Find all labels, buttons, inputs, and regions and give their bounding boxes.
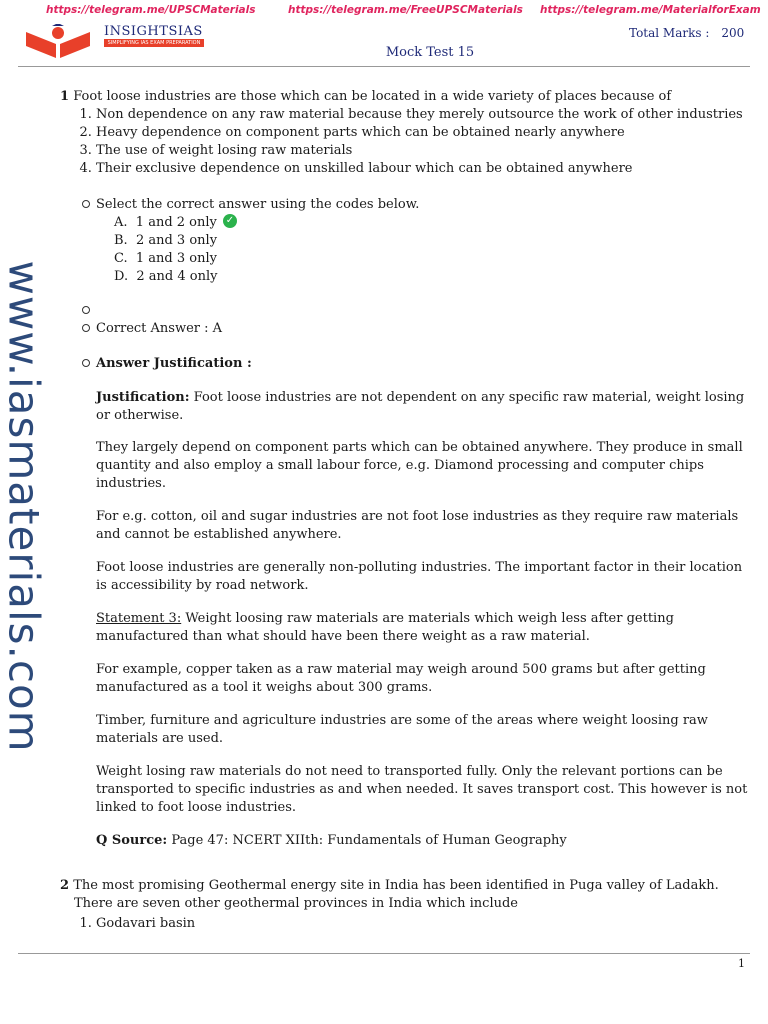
explanation-paragraph: For example, copper taken as a raw material may weigh around 500 grams but after getting manufactured as a tool it weighs about 300 grams. [96, 662, 706, 695]
bullet-circle-icon [82, 324, 90, 332]
brand-tagline: SIMPLIFYING IAS EXAM PREPARATION [104, 39, 204, 47]
header-divider [18, 66, 750, 67]
explanation-paragraph: Timber, furniture and agriculture industries are some of the areas where weight loosing raw materials are used. [96, 713, 708, 746]
statement-list [60, 106, 750, 178]
question-number: 2 [60, 878, 70, 893]
question-2 [60, 877, 750, 913]
statement-item: 2. Heavy dependence on component parts which can be obtained nearly anywhere [96, 124, 750, 142]
statement-list [60, 915, 750, 933]
question-number: 1 [60, 89, 70, 104]
explanation-paragraph: They largely depend on component parts which can be obtained anywhere. They produce in small quantity and also employ a small labour force, e.g. Diamond processing and computer chips industries. [96, 440, 743, 491]
telegram-link-material-exam[interactable]: https://telegram.me/MaterialforExam [540, 4, 761, 16]
bullet-circle-icon [82, 306, 90, 314]
statement-item: 3. The use of weight losing raw materials [96, 142, 750, 160]
telegram-link-upsc[interactable]: https://telegram.me/UPSCMaterials [46, 4, 256, 16]
bullet-circle-icon [82, 200, 90, 208]
answer-option-a[interactable]: A. 1 and 2 only ✓ [114, 214, 750, 232]
total-marks [629, 26, 744, 40]
answer-option-b[interactable]: B. 2 and 3 only [114, 233, 218, 248]
page-number: 1 [738, 957, 745, 970]
statement-item: 4. Their exclusive dependence on unskilled labour which can be obtained anywhere [96, 160, 750, 178]
statement-item: 1. Godavari basin [96, 915, 750, 933]
statement-explanation: Statement 3: Weight loosing raw materials are materials which weigh less after getting manufactured than what should have been there weight as a raw material. [96, 611, 674, 644]
explanation-paragraph: Foot loose industries are generally non-polluting industries. The important factor in their location is accessibility by road network. [96, 560, 743, 593]
question-text: Foot loose industries are those which can be located in a wide variety of places because of [73, 89, 672, 104]
answer-option-d[interactable]: D. 2 and 4 only [114, 269, 218, 284]
select-text: Select the correct answer using the codes below. [96, 197, 420, 212]
explanation-paragraph: Weight losing raw materials do not need to transported fully. Only the relevant portions can be transported to specific industries as and when needed. It saves transport cost. This however is not linked to foot loose industries. [96, 764, 748, 815]
website-watermark: www.iasmaterials.com [0, 260, 49, 753]
mock-test-title: Mock Test 15 [385, 45, 475, 60]
question-content [60, 88, 750, 933]
justification-paragraph: Justification: Foot loose industries are not dependent on any specific raw material, weight losing or otherwise. [96, 390, 745, 423]
answer-justification-heading: Answer Justification : [58, 355, 750, 373]
total-marks-value: 200 [721, 26, 745, 40]
brand-name: INSIGHTSIAS [104, 24, 203, 39]
question-source: Q Source: Page 47: NCERT XIIth: Fundamentals of Human Geography [96, 833, 567, 848]
select-instruction [58, 196, 750, 214]
bullet-circle-icon [82, 359, 90, 367]
answer-option-c[interactable]: C. 1 and 3 only [114, 251, 217, 266]
total-marks-label: Total Marks : [629, 26, 710, 40]
explanation-paragraph: For e.g. cotton, oil and sugar industries are not foot lose industries as they require raw materials and cannot be established anywhere. [96, 509, 739, 542]
correct-answer: Correct Answer : A [58, 320, 750, 338]
statement-item: 1. Non dependence on any raw material because they merely outsource the work of other industries [96, 106, 750, 124]
answer-codes [60, 214, 750, 286]
telegram-link-free-upsc[interactable]: https://telegram.me/FreeUPSCMaterials [288, 4, 523, 16]
correct-check-icon: ✓ [223, 214, 237, 228]
question-text: The most promising Geothermal energy site in India has been identified in Puga valley of Ladakh. There are seven other geothermal provinces in India which include [73, 878, 719, 911]
footer-divider [18, 953, 750, 954]
question-1 [60, 88, 750, 106]
empty-bullet [58, 302, 750, 320]
